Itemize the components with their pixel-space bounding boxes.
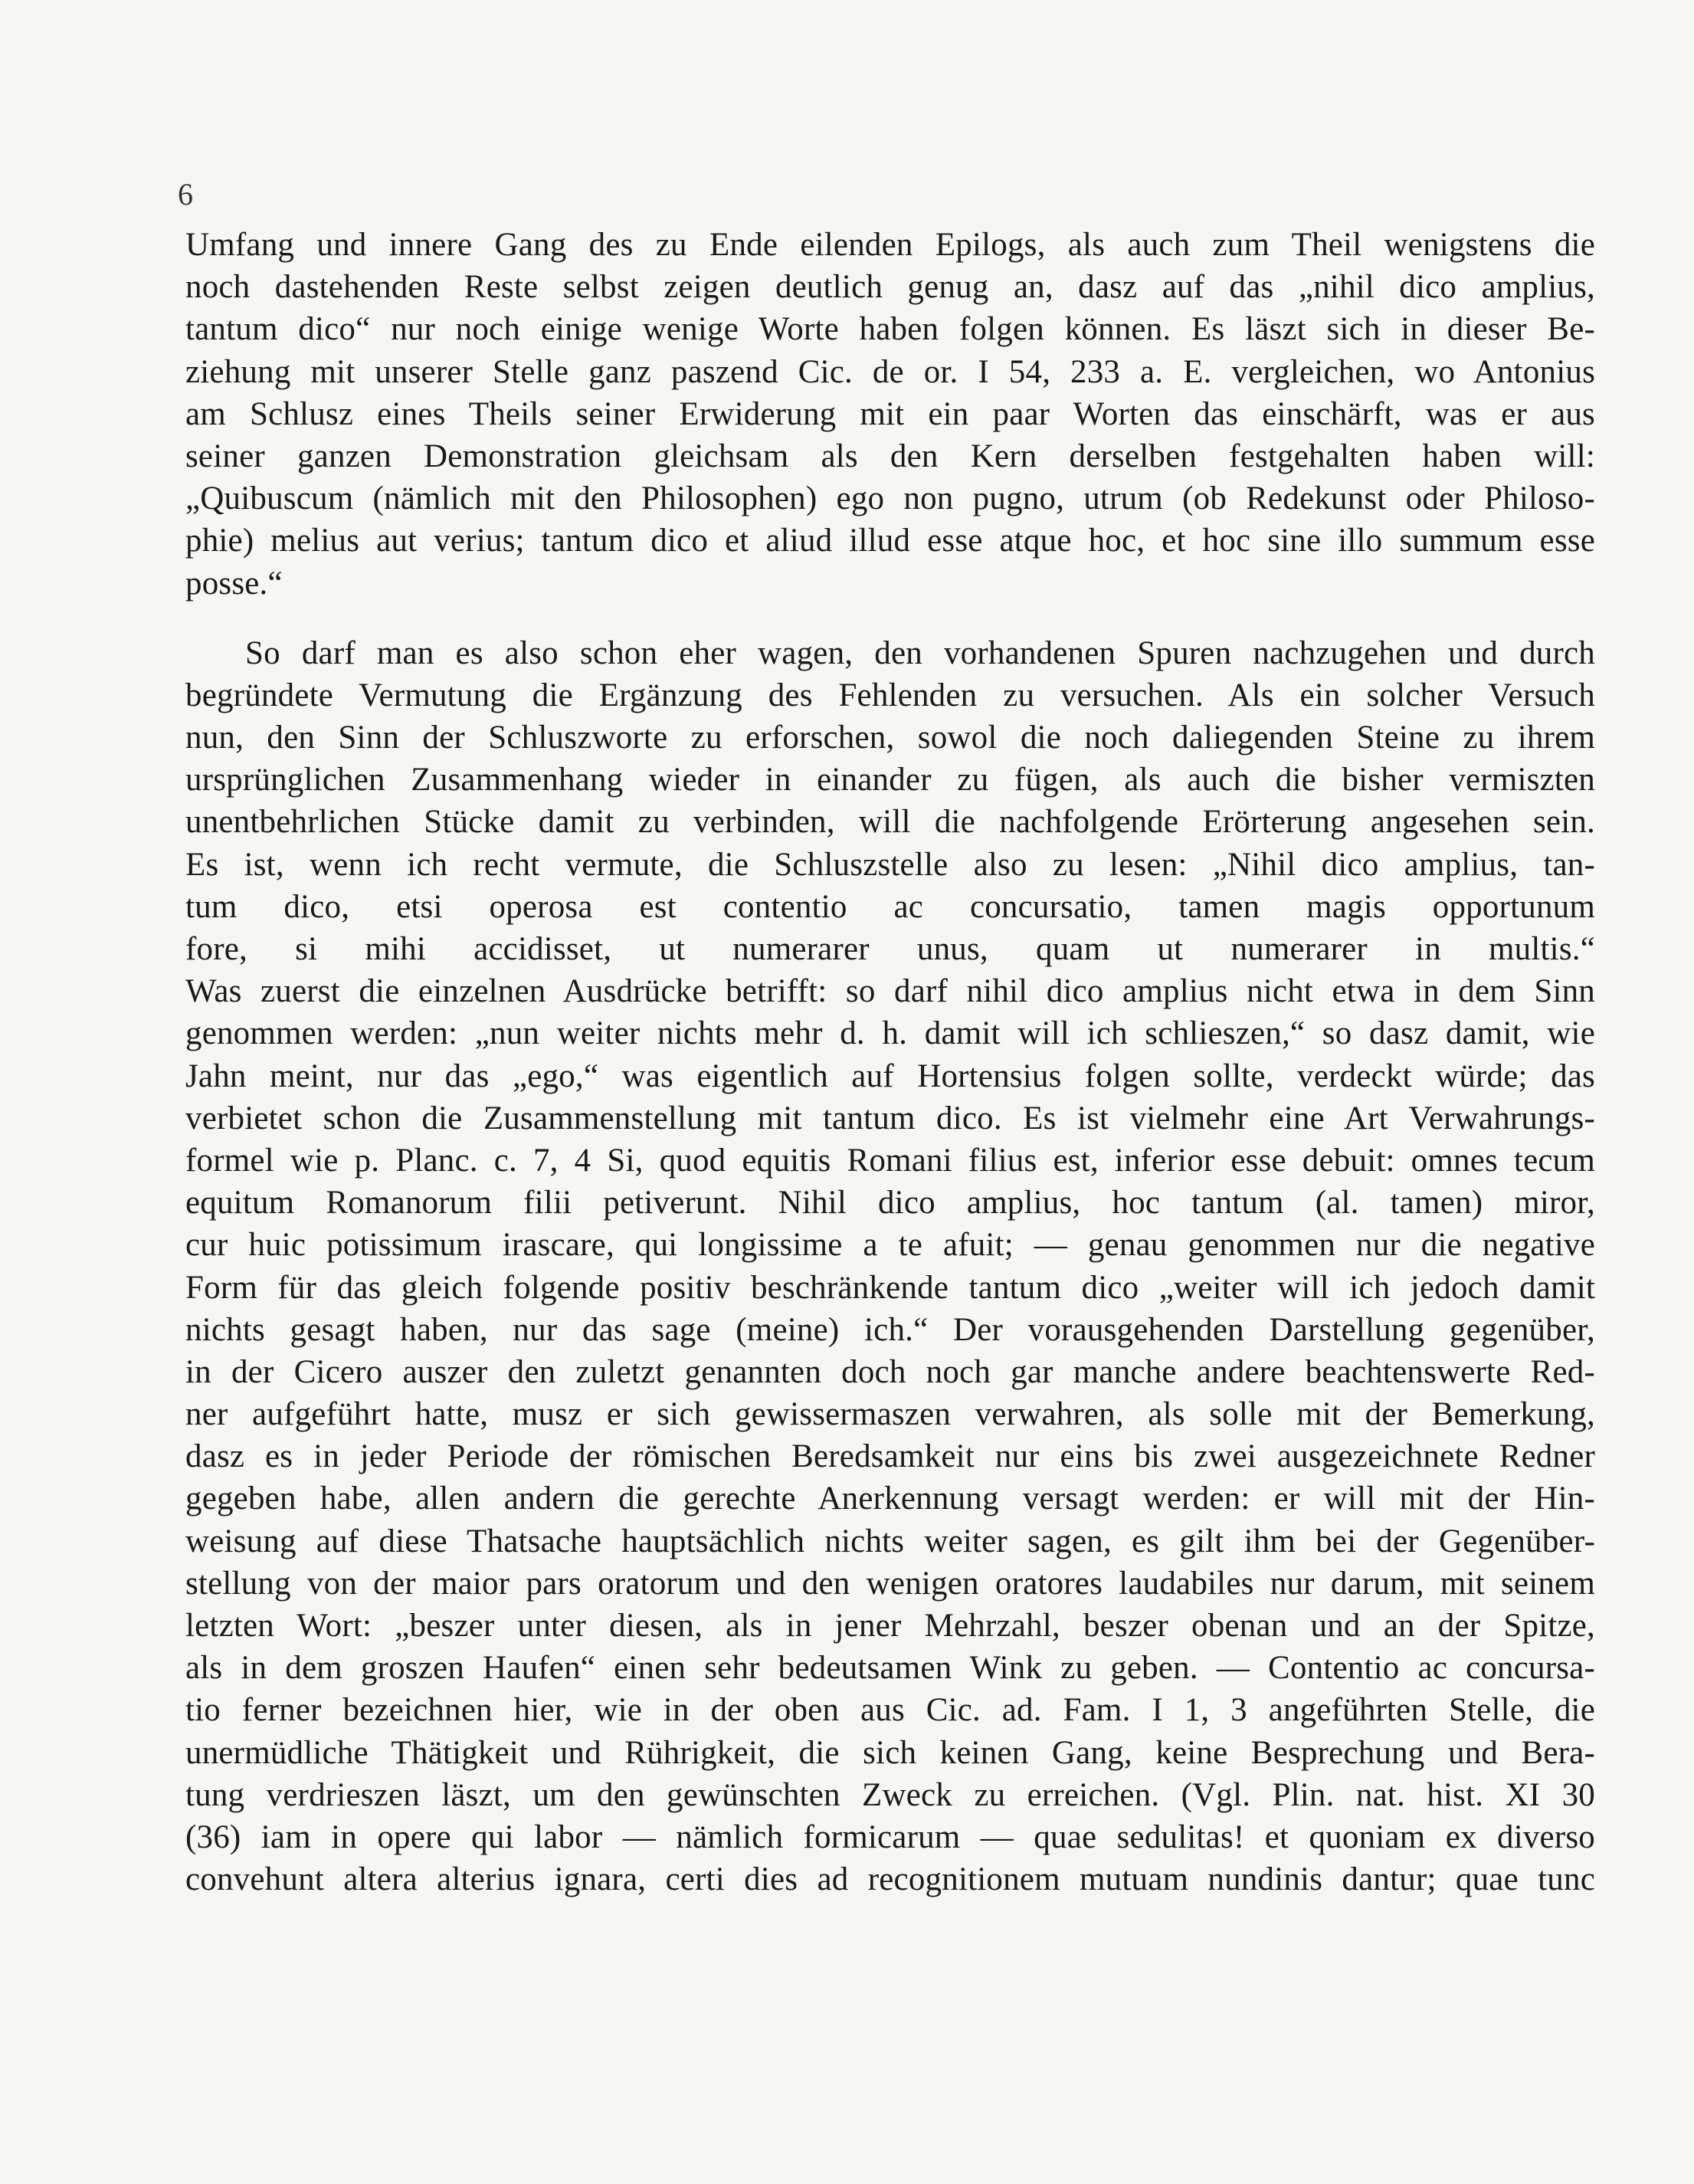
text-line: (36) iam in opere qui labor — nämlich formicarum — quae sedulitas! et quoniam ex diverso xyxy=(185,1818,1595,1855)
text-line: formel wie p. Planc. c. 7, 4 Si, quod equitis Romani filius est, inferior esse debuit: omnes tecum xyxy=(185,1142,1595,1179)
text-line: stellung von der maior pars oratorum und den wenigen oratores laudabiles nur darum, mit seinem xyxy=(185,1565,1595,1602)
text-line: ursprünglichen Zusammenhang wieder in einander zu fügen, als auch die bisher vermiszten xyxy=(185,762,1595,799)
text-line: equitum Romanorum filii petiverunt. Nihil dico amplius, hoc tantum (al. tamen) miror, xyxy=(185,1185,1595,1222)
text-line: unermüdliche Thätigkeit und Rührigkeit, die sich keinen Gang, keine Besprechung und Bera- xyxy=(185,1734,1595,1771)
text-line: phie) melius aut verius; tantum dico et aliud illud esse atque hoc, et hoc sine illo summum esse xyxy=(185,523,1595,559)
text-line: cur huic potissimum irascare, qui longissime a te afuit; — genau genommen nur die negative xyxy=(185,1227,1595,1264)
text-line: Umfang und innere Gang des zu Ende eilenden Epilogs, als auch zum Theil wenigstens die xyxy=(185,227,1595,263)
text-line: in der Cicero auszer den zuletzt genannten doch noch gar manche andere beachtenswerte Red- xyxy=(185,1353,1595,1390)
text-line: So darf man es also schon eher wagen, den vorhandenen Spuren nachzugehen und durch xyxy=(245,635,1595,671)
text-line: letzten Wort: „beszer unter diesen, als in jener Mehrzahl, beszer obenan und an der Spitze, xyxy=(185,1608,1595,1644)
text-line: fore, si mihi accidisset, ut numerarer unus, quam ut numerarer in multis.“ xyxy=(185,931,1595,967)
text-line: am Schlusz eines Theils seiner Erwiderung mit ein paar Worten das einschärft, was er aus xyxy=(185,395,1595,432)
text-line: begründete Vermutung die Ergänzung des Fehlenden zu versuchen. Als ein solcher Versuch xyxy=(185,677,1595,713)
text-line: seiner ganzen Demonstration gleichsam als den Kern derselben festgehalten haben will: xyxy=(185,438,1595,474)
text-line: verbietet schon die Zusammenstellung mit tantum dico. Es ist vielmehr eine Art Verwahrungs- xyxy=(185,1100,1595,1136)
text-line: tum dico, etsi operosa est contentio ac concursatio, tamen magis opportunum xyxy=(185,888,1595,925)
text-line: tung verdrieszen läszt, um den gewünschten Zweck zu erreichen. (Vgl. Plin. nat. hist. XI 30 xyxy=(185,1776,1595,1813)
text-line: noch dastehenden Reste selbst zeigen deutlich genug an, dasz auf das „nihil dico amplius, xyxy=(185,269,1595,306)
text-line: nun, den Sinn der Schluszworte zu erforschen, sowol die noch daliegenden Steine zu ihrem xyxy=(185,720,1595,756)
text-line: posse.“ xyxy=(185,565,283,602)
text-line: Was zuerst die einzelnen Ausdrücke betrifft: so darf nihil dico amplius nicht etwa in dem Sinn xyxy=(185,973,1595,1010)
body-text xyxy=(185,224,1595,1900)
text-line: weisung auf diese Thatsache hauptsächlich nichts weiter sagen, es gilt ihm bei der Gegenüber- xyxy=(185,1523,1595,1559)
text-line: ziehung mit unserer Stelle ganz paszend Cic. de or. I 54, 233 a. E. vergleichen, wo Antonius xyxy=(185,353,1595,390)
text-line: tantum dico“ nur noch einige wenige Worte haben folgen können. Es läszt sich in dieser Be- xyxy=(185,311,1595,348)
text-line: tio ferner bezeichnen hier, wie in der oben aus Cic. ad. Fam. I 1, 3 angeführten Stelle, die xyxy=(185,1692,1595,1729)
text-line: dasz es in jeder Periode der römischen Beredsamkeit nur eins bis zwei ausgezeichnete Redner xyxy=(185,1438,1595,1475)
text-line: convehunt altera alterius ignara, certi dies ad recognitionem mutuam nundinis dantur; quae tunc xyxy=(185,1861,1595,1898)
text-line: nichts gesagt haben, nur das sage (meine) ich.“ Der vorausgehenden Darstellung gegenüber, xyxy=(185,1311,1595,1348)
text-line: unentbehrlichen Stücke damit zu verbinden, will die nachfolgende Erörterung angesehen sein. xyxy=(185,804,1595,841)
text-line: Es ist, wenn ich recht vermute, die Schluszstelle also zu lesen: „Nihil dico amplius, tan- xyxy=(185,846,1595,883)
text-line: „Quibuscum (nämlich mit den Philosophen) ego non pugno, utrum (ob Redekunst oder Philoso- xyxy=(185,480,1595,517)
text-line: Jahn meint, nur das „ego,“ was eigentlich auf Hortensius folgen sollte, verdeckt würde; das xyxy=(185,1058,1595,1094)
page-number: 6 xyxy=(178,177,193,212)
text-line: genommen werden: „nun weiter nichts mehr d. h. damit will ich schlieszen,“ so dasz damit, wie xyxy=(185,1015,1595,1052)
text-line: Form für das gleich folgende positiv beschränkende tantum dico „weiter will ich jedoch damit xyxy=(185,1269,1595,1306)
paragraph-gap xyxy=(185,605,1595,632)
text-line: ner aufgeführt hatte, musz er sich gewissermaszen verwahren, als solle mit der Bemerkung, xyxy=(185,1396,1595,1433)
text-line: als in dem groszen Haufen“ einen sehr bedeutsamen Wink zu geben. — Contentio ac concursa- xyxy=(185,1650,1595,1687)
text-line: gegeben habe, allen andern die gerechte Anerkennung versagt werden: er will mit der Hin- xyxy=(185,1481,1595,1517)
